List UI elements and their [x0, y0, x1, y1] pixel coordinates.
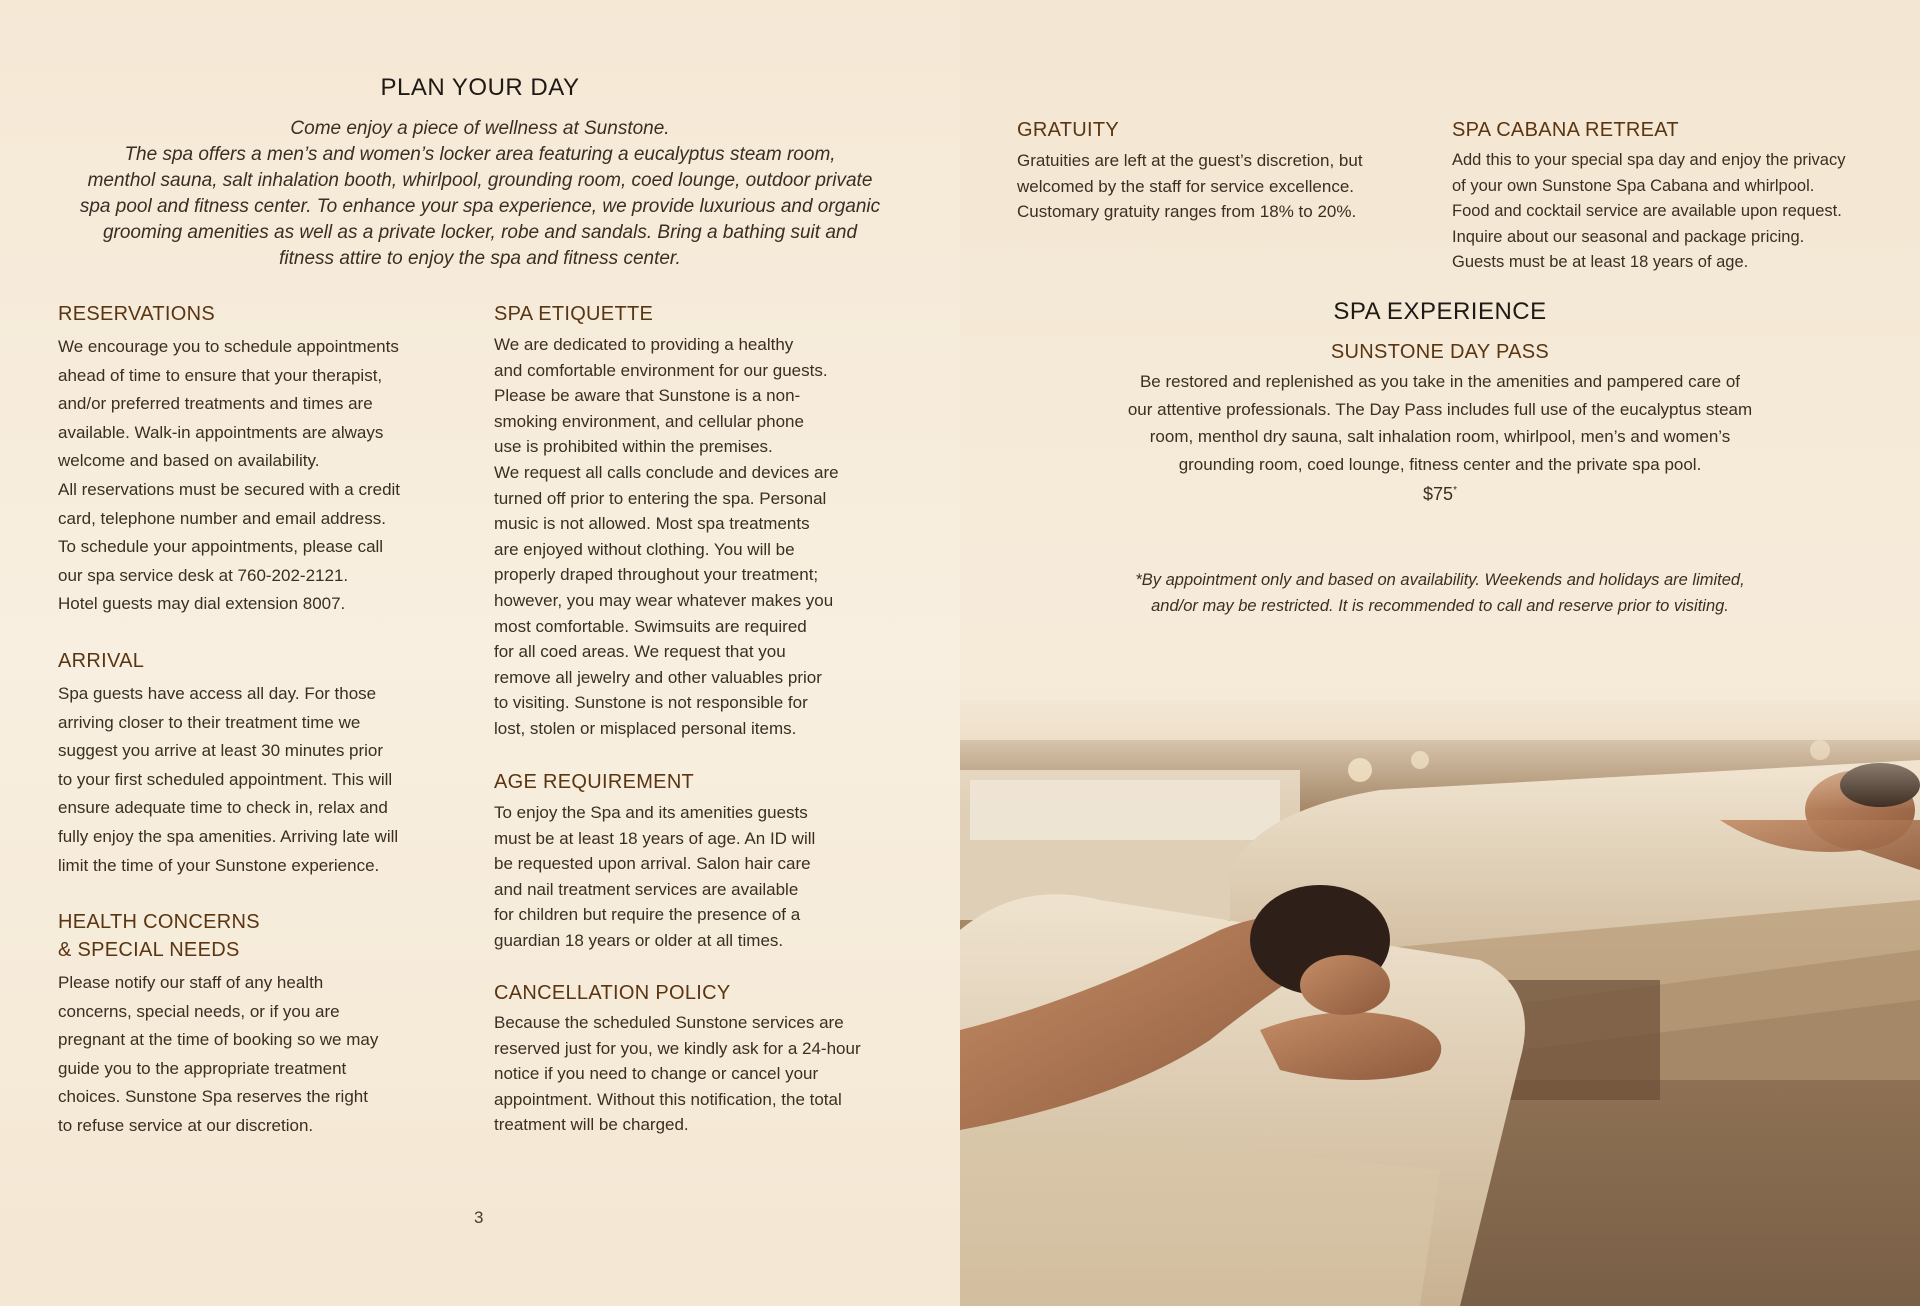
page-number: 3 [474, 1208, 484, 1227]
spa-experience-title: SPA EXPERIENCE [1333, 298, 1547, 325]
spa-etiquette-heading: SPA ETIQUETTE [494, 303, 654, 325]
day-pass-price-value: $75 [1423, 484, 1454, 504]
day-pass-price-mark: * [1453, 485, 1457, 496]
day-pass-price [1040, 477, 1840, 509]
reservations-body: We encourage you to schedule appointments ahead of time to ensure that your therapist, and/or preferred treatments and times are available. Walk-in appointments are always welcome and based on availability. All reservations must be secured with a credit card, telephone number and email address. To schedule your appointments, please call our spa service desk at 760-202-2121. Hotel guests may dial extension 8007. [58, 337, 401, 614]
health-concerns-body: Please notify our staff of any health concerns, special needs, or if you are pregnant at the time of booking so we may guide you to the appropriate treatment choices. Sunstone Spa reserves the right to refuse service at our discretion. [58, 973, 379, 1135]
arrival-heading: ARRIVAL [58, 650, 145, 672]
arrival-body: Spa guests have access all day. For those arriving closer to their treatment time we suggest you arrive at least 30 minutes prior to your first scheduled appointment. This will ensure adequate time to check in, relax and fully enjoy the spa amenities. Arriving late will limit the time of your Sunstone experience. [58, 684, 399, 875]
gratuity-heading: GRATUITY [1017, 119, 1120, 141]
spa-photo-illustration [960, 700, 1920, 1306]
availability-footnote: *By appointment only and based on availability. Weekends and holidays are limited, and/or may be restricted. It is recommended to call and reserve prior to visiting. [1135, 571, 1745, 615]
spa-etiquette-body: We are dedicated to providing a healthy and comfortable environment for our guests. Please be aware that Sunstone is a non- smoking environment, and cellular phone use is prohibited within the premises. We request all calls conclude and devices are turned off prior to entering the spa. Personal music is not allowed. Most spa treatments are enjoyed without clothing. You will be properly draped throughout your treatment; however, you may wear whatever makes you most comfortable. Swimsuits are required for all coed areas. We request that you remove all jewelry and other valuables prior to visiting. Sunstone is not responsible for lost, stolen or misplaced personal items. [494, 335, 839, 738]
day-pass-heading: SUNSTONE DAY PASS [1330, 341, 1550, 363]
age-requirement-body: To enjoy the Spa and its amenities guests must be at least 18 years of age. An ID will be requested upon arrival. Salon hair care and nail treatment services are available for children but require the presence of a guardian 18 years or older at all times. [494, 803, 816, 950]
gratuity-body: Gratuities are left at the guest’s discretion, but welcomed by the staff for service excellence. Customary gratuity ranges from 18% to 20%. [1017, 151, 1363, 222]
spa-massage-photo [960, 700, 1920, 1306]
intro-paragraph: Come enjoy a piece of wellness at Sunstone. The spa offers a men’s and women’s locker area featuring a eucalyptus steam room, menthol sauna, salt inhalation booth, whirlpool, grounding room, coed lounge, outdoor private spa pool and fitness center. To enhance your spa experience, we provide luxurious and organic grooming amenities as well as a private locker, robe and sandals. Bring a bathing suit and fitness attire to enjoy the spa and fitness center. [79, 118, 881, 269]
cancellation-policy-heading: CANCELLATION POLICY [494, 982, 731, 1004]
reservations-heading: RESERVATIONS [58, 303, 215, 325]
spa-cabana-heading: SPA CABANA RETREAT [1452, 119, 1679, 141]
health-concerns-heading: HEALTH CONCERNS & SPECIAL NEEDS [58, 911, 260, 961]
spa-cabana-body: Add this to your special spa day and enjoy the privacy of your own Sunstone Spa Cabana and whirlpool. Food and cocktail service are available upon request. Inquire about our seasonal and package pricing. Guests must be at least 18 years of age. [1452, 151, 1846, 272]
cancellation-policy-body: Because the scheduled Sunstone services are reserved just for you, we kindly ask for a 24-hour notice if you need to change or cancel your appointment. Without this notification, the total treatment will be charged. [494, 1013, 861, 1135]
day-pass-body: Be restored and replenished as you take in the amenities and pampered care of our attentive professionals. The Day Pass includes full use of the eucalyptus steam room, menthol dry sauna, salt inhalation room, whirlpool, men’s and women’s grounding room, coed lounge, fitness center and the private spa pool. [1127, 372, 1753, 474]
age-requirement-heading: AGE REQUIREMENT [494, 771, 695, 793]
page-title: PLAN YOUR DAY [380, 74, 580, 101]
